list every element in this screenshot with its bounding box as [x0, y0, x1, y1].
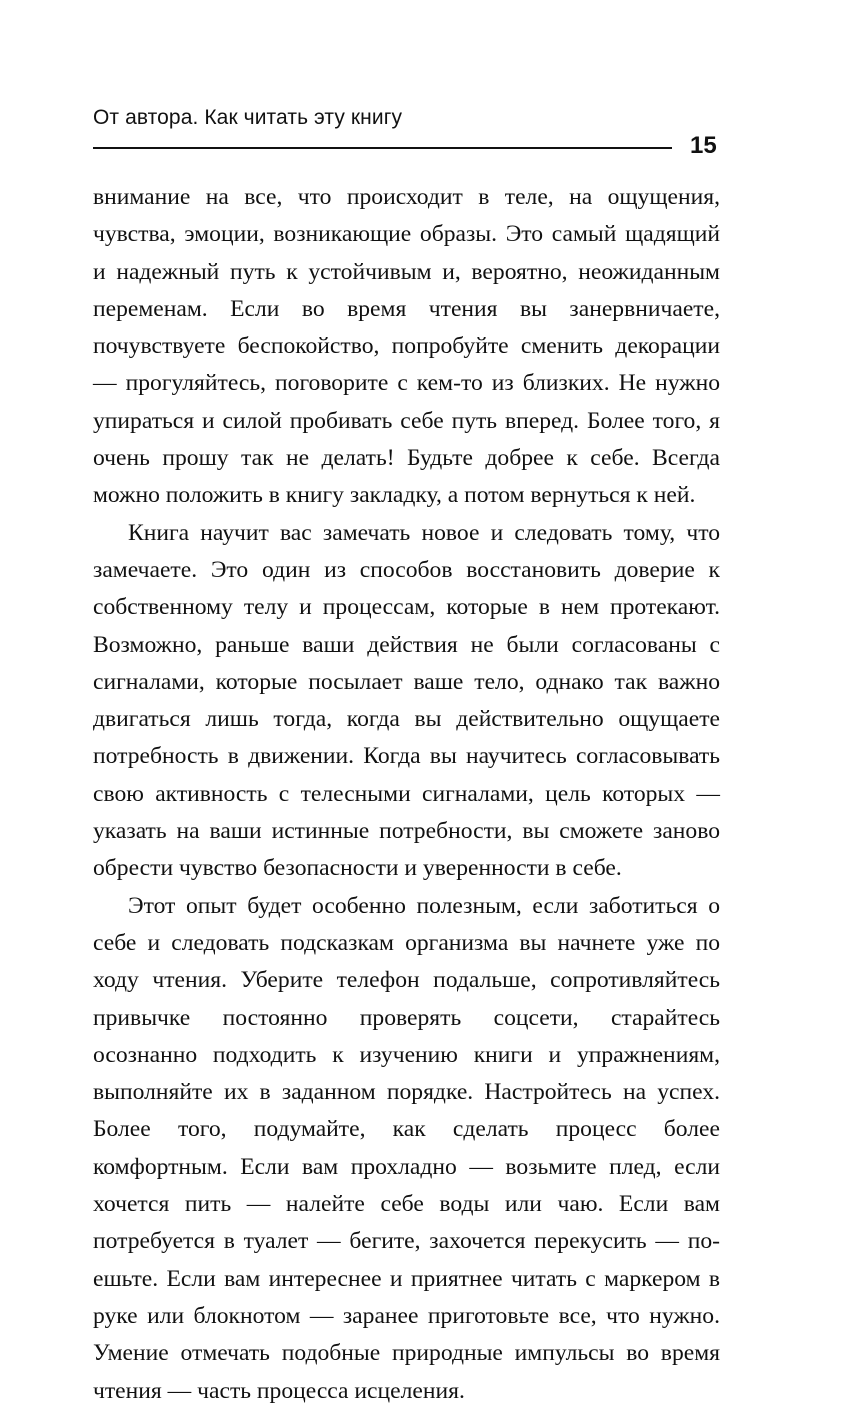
page-body — [93, 179, 720, 1410]
paragraph-2: Книга научит вас замечать новое и следовать тому, что замечаете. Это один из способов восстановить доверие к собственному телу и процессам, которые в нем протекают. Возможно, раньше ваши действия не были согласованы с сигналами, которые посылает ваше тело, однако так важно двигаться лишь тогда, когда вы действительно ощущаете потребность в движении. Когда вы научитесь согласовывать свою активность с телесными сигналами, цель которых — указать на ваши истинные потребности, вы сможете заново обрести чувство безопасности и уверенности в себе. — [93, 519, 720, 882]
header-divider — [93, 147, 672, 149]
paragraph-3: Этот опыт будет особенно полезным, если заботиться о себе и следовать подсказкам организма вы начнете уже по ходу чтения. Уберите телефон подальше, сопротивляйтесь привычке постоянно проверять соцсети, старайтесь осознанно подходить к изучению книги и упражнениям, выполняйте их в заданном порядке. Настройтесь на успех. Более того, подумайте, как сделать процесс более комфортным. Если вам прохладно — возьмите плед, если хочется пить — налейте себе воды или чаю. Если вам потребуется в туалет — бегите, захочется перекусить — поешьте. Если вам интереснее и приятнее читать с маркером в руке или блокнотом — заранее приготовьте все, что нужно. Умение отмечать подобные природные импульсы во время чтения — часть процесса исцеления. — [93, 892, 720, 1404]
page-number: 15 — [690, 132, 717, 159]
running-header-title: От автора. Как читать эту книгу — [93, 106, 403, 129]
paragraph-1: внимание на все, что происходит в теле, на ощущения, чувства, эмоции, возникающие образы. Это самый щадящий и надежный путь к устойчивым и, вероятно, неожиданным переменам. Если во время чтения вы занервничаете, почувствуете беспокойство, попробуйте сменить декорации — прогуляйтесь, поговорите с кем-то из близких. Не нужно упираться и силой пробивать себе путь вперед. Более того, я очень прошу так не делать! Будьте добрее к себе. Всегда можно положить в книгу закладку, а потом вернуться к ней. — [93, 184, 720, 509]
